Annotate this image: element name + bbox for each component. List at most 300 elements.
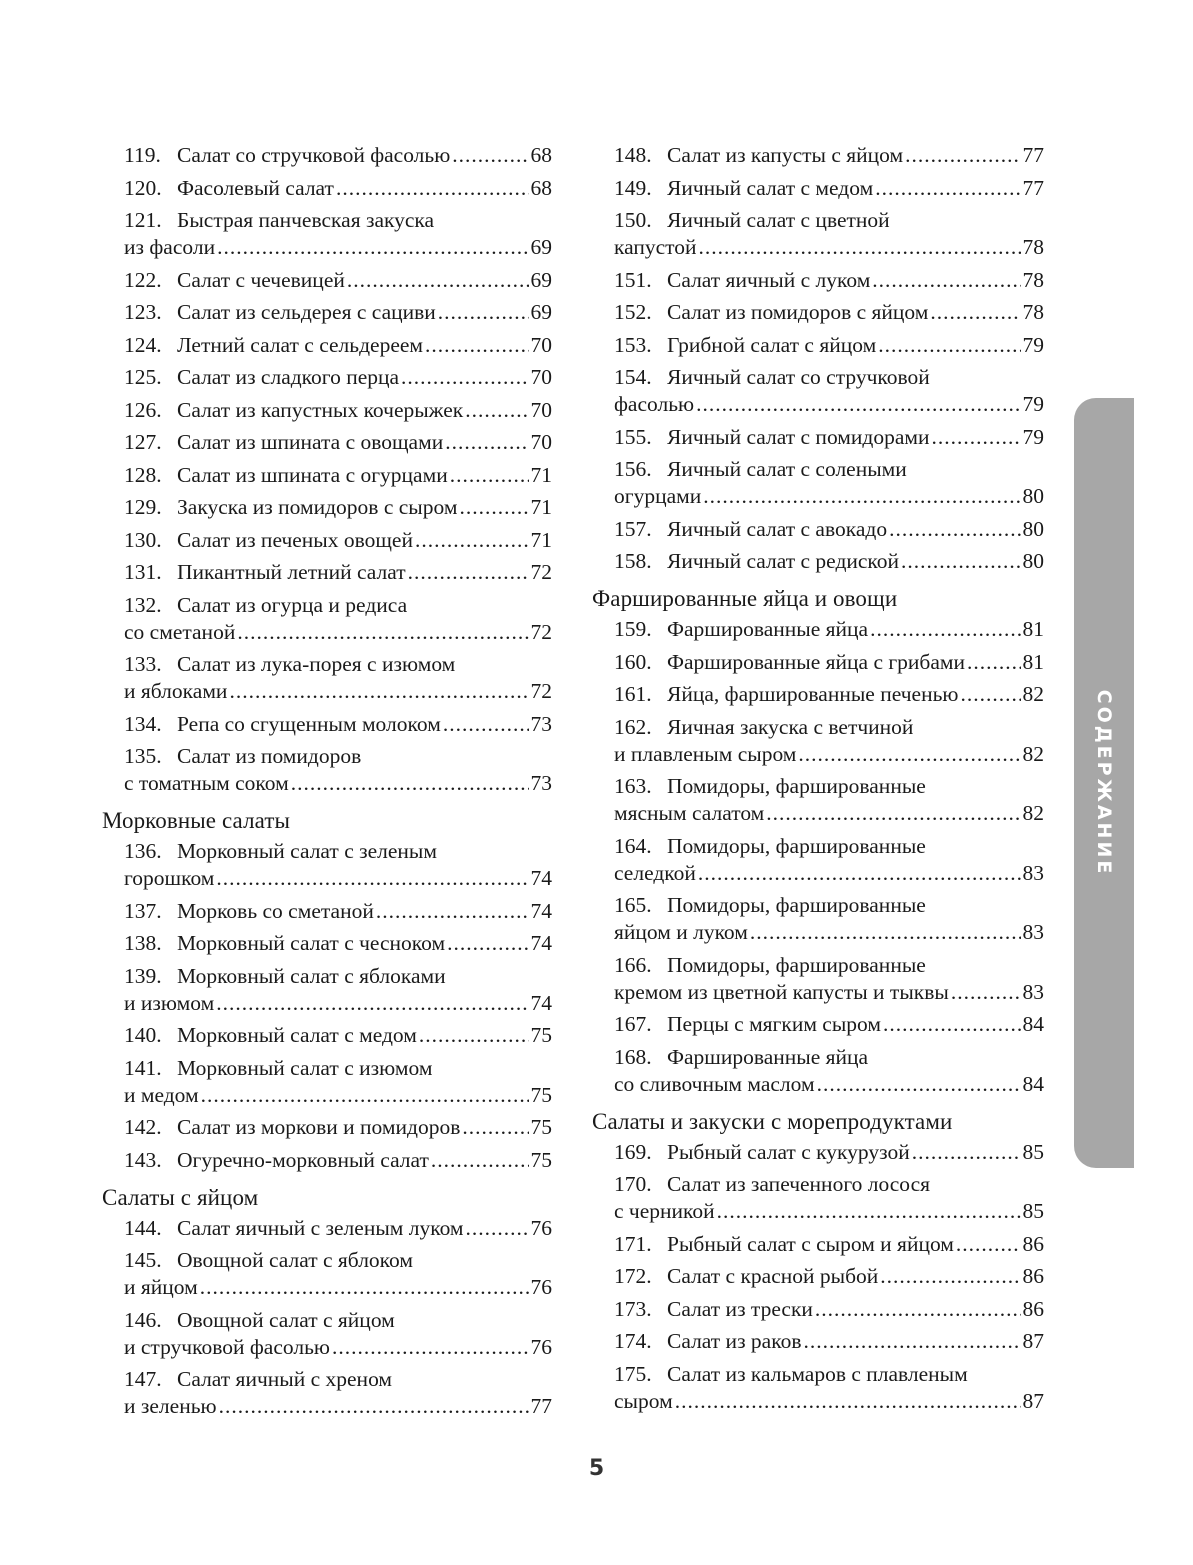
entry-title: Салат из помидоров с яйцом	[667, 300, 929, 324]
entry-text	[124, 839, 437, 863]
entry-text	[614, 834, 926, 858]
entry-line	[614, 892, 1044, 919]
dot-leader	[425, 332, 528, 359]
entry-text	[614, 919, 748, 946]
entry-page-number: 70	[530, 332, 552, 357]
entry-number: 161.	[614, 682, 652, 706]
toc-entry[interactable]	[592, 516, 1044, 543]
toc-entry[interactable]	[102, 207, 552, 261]
entry-last-line	[124, 865, 552, 892]
entry-last-line	[614, 548, 1044, 575]
entry-text	[614, 516, 887, 543]
toc-entry[interactable]	[592, 1328, 1044, 1355]
entry-last-line	[124, 1114, 552, 1141]
dot-leader	[408, 559, 529, 586]
entry-title: со сметаной	[124, 619, 236, 644]
entry-number: 167.	[614, 1012, 652, 1036]
entry-page-number: 75	[530, 1115, 552, 1139]
dot-leader	[889, 516, 1020, 543]
toc-entry[interactable]	[592, 1361, 1044, 1415]
entry-number: 119.	[124, 143, 161, 167]
entry-text	[614, 979, 949, 1006]
dot-leader	[956, 1231, 1021, 1258]
entry-last-line	[124, 990, 552, 1017]
entry-number: 139.	[124, 963, 162, 988]
entry-last-line	[614, 919, 1044, 946]
toc-entry[interactable]	[592, 714, 1044, 768]
toc-entry[interactable]	[592, 142, 1044, 169]
dot-leader	[332, 1334, 529, 1361]
entry-line	[614, 833, 1044, 860]
toc-entry[interactable]	[592, 1231, 1044, 1258]
entry-page-number: 74	[530, 990, 552, 1015]
entry-text	[614, 424, 929, 451]
entry-page-number: 71	[530, 527, 552, 552]
toc-entry[interactable]	[102, 364, 552, 391]
entry-number: 155.	[614, 424, 652, 449]
entry-number: 136.	[124, 839, 162, 863]
entry-title: Салат из сельдерея с сациви	[177, 300, 436, 324]
toc-entry[interactable]	[102, 462, 552, 489]
entry-last-line	[124, 559, 552, 586]
entry-number: 165.	[614, 893, 652, 917]
entry-page-number: 72	[530, 560, 552, 584]
entry-text	[614, 860, 696, 887]
entry-last-line	[124, 1393, 552, 1420]
dot-leader	[466, 1215, 529, 1242]
entry-page-number: 84	[1022, 1071, 1044, 1096]
entry-number: 124.	[124, 332, 162, 357]
entry-number: 159.	[614, 617, 652, 641]
dot-leader	[912, 1139, 1021, 1166]
entry-line	[124, 1055, 552, 1082]
dot-leader	[872, 267, 1020, 294]
dot-leader	[717, 1198, 1021, 1225]
toc-entry[interactable]	[592, 1171, 1044, 1225]
entry-line	[124, 838, 552, 865]
entry-title: Огуречно-морковный салат	[177, 1147, 429, 1172]
entry-text	[124, 1056, 432, 1080]
entry-last-line	[614, 979, 1044, 1006]
entry-text	[614, 299, 928, 326]
entry-number: 172.	[614, 1264, 652, 1288]
entry-line	[124, 963, 552, 990]
dot-leader	[431, 1147, 529, 1174]
entry-text	[614, 1172, 930, 1196]
toc-entry[interactable]	[102, 930, 552, 957]
entry-text	[124, 559, 406, 586]
toc-column-right	[592, 142, 1044, 1420]
entry-title: и яйцом	[124, 1275, 198, 1299]
dot-leader	[817, 1071, 1021, 1098]
entry-page-number: 79	[1022, 332, 1044, 357]
entry-text	[124, 1022, 417, 1049]
entry-text	[124, 1393, 217, 1420]
entry-text	[614, 953, 926, 977]
entry-page-number: 70	[530, 397, 552, 422]
dot-leader	[967, 649, 1020, 676]
entry-page-number: 76	[530, 1275, 552, 1299]
entry-text	[614, 1388, 673, 1415]
entry-page-number: 71	[530, 495, 552, 519]
toc-entry[interactable]	[592, 332, 1044, 359]
entry-last-line	[124, 332, 552, 359]
toc-entry[interactable]	[592, 833, 1044, 887]
entry-page-number: 84	[1022, 1012, 1044, 1036]
entry-title: и изюмом	[124, 990, 215, 1015]
dot-leader	[699, 234, 1021, 261]
entry-text	[124, 1248, 413, 1272]
entry-text	[614, 234, 697, 261]
dot-leader	[217, 234, 528, 261]
entry-text	[124, 234, 215, 261]
entry-last-line	[124, 1215, 552, 1242]
section-side-tab	[1074, 398, 1134, 1168]
dot-leader	[229, 678, 528, 705]
entry-page-number: 82	[1022, 741, 1044, 766]
entry-last-line	[614, 1263, 1044, 1290]
entry-number: 164.	[614, 833, 652, 858]
entry-text	[614, 1231, 954, 1258]
toc-entry[interactable]	[592, 616, 1044, 643]
entry-number: 133.	[124, 652, 162, 676]
toc-entry[interactable]	[102, 711, 552, 738]
dot-leader	[401, 364, 528, 391]
dot-leader	[219, 1393, 529, 1420]
toc-entry[interactable]	[592, 207, 1044, 261]
toc-entry[interactable]	[592, 175, 1044, 202]
entry-text	[614, 741, 796, 768]
toc-entry[interactable]	[102, 527, 552, 554]
toc-entry[interactable]	[102, 1114, 552, 1141]
dot-leader	[237, 619, 528, 646]
dot-leader	[445, 429, 528, 456]
entry-title: Фаршированные яйца	[667, 1044, 869, 1069]
entry-line	[124, 1247, 552, 1274]
entry-page-number: 82	[1022, 801, 1044, 825]
toc-entry[interactable]	[102, 267, 552, 294]
entry-number: 162.	[614, 714, 652, 739]
entry-page-number: 78	[1022, 267, 1044, 292]
entry-title: Помидоры, фаршированные	[667, 952, 926, 977]
entry-number: 170.	[614, 1172, 652, 1196]
entry-page-number: 82	[1022, 682, 1044, 706]
entry-number: 150.	[614, 208, 652, 232]
entry-number: 148.	[614, 143, 652, 167]
entry-number: 169.	[614, 1139, 652, 1164]
toc-entry[interactable]	[592, 681, 1044, 708]
entry-number: 149.	[614, 175, 652, 200]
entry-number: 163.	[614, 774, 652, 798]
entry-title: Морковный салат с зеленым	[177, 839, 437, 863]
entry-title: Фасолевый салат	[177, 175, 334, 200]
entry-title: Яичный салат с медом	[667, 175, 874, 200]
entry-title: и медом	[124, 1082, 199, 1107]
entry-page-number: 86	[1022, 1264, 1044, 1288]
dot-leader	[415, 527, 529, 554]
entry-last-line	[124, 234, 552, 261]
entry-page-number: 83	[1022, 860, 1044, 885]
entry-title: Яичный салат с помидорами	[667, 424, 930, 449]
toc-entry[interactable]	[102, 1215, 552, 1242]
entry-last-line	[614, 616, 1044, 643]
toc-entry[interactable]	[102, 332, 552, 359]
dot-leader	[347, 267, 529, 294]
entry-last-line	[614, 483, 1044, 510]
entry-text	[614, 1328, 801, 1355]
toc-entry[interactable]	[592, 548, 1044, 575]
entry-title: Яичный салат с солеными	[667, 457, 907, 481]
entry-page-number: 79	[1022, 424, 1044, 449]
entry-title: Помидоры, фаршированные	[667, 774, 926, 798]
entry-line	[124, 1366, 552, 1393]
entry-title: Морковный салат с чесноком	[177, 931, 446, 955]
toc-entry[interactable]	[102, 175, 552, 202]
entry-last-line	[124, 1334, 552, 1361]
entry-text	[614, 616, 868, 643]
toc-entry[interactable]	[592, 773, 1044, 827]
entry-last-line	[124, 429, 552, 456]
entry-title: Салат из капусты с яйцом	[667, 143, 904, 167]
entry-page-number: 77	[1022, 175, 1044, 200]
entry-last-line	[614, 1388, 1044, 1415]
page-number: 5	[588, 1456, 605, 1481]
entry-title: Рыбный салат с сыром и яйцом	[667, 1231, 954, 1256]
toc-entry[interactable]	[592, 1296, 1044, 1323]
entry-text	[124, 397, 463, 424]
entry-title: и зеленью	[124, 1394, 217, 1418]
toc-entry[interactable]	[592, 424, 1044, 451]
toc-entry[interactable]	[102, 429, 552, 456]
entry-title: и стручковой фасолью	[124, 1334, 330, 1359]
entry-title: Морковный салат с изюмом	[177, 1055, 433, 1080]
entry-page-number: 76	[530, 1334, 552, 1359]
entry-text	[614, 267, 870, 294]
dot-leader	[703, 483, 1020, 510]
entry-number: 127.	[124, 430, 162, 454]
entry-title: из фасоли	[124, 235, 216, 259]
entry-title: Салат из запеченного лосося	[667, 1172, 930, 1196]
entry-title: Салат из помидоров	[177, 744, 362, 768]
entry-title: Салат яичный с луком	[667, 267, 871, 292]
entry-title: Грибной салат с яйцом	[667, 332, 877, 357]
toc-entry[interactable]	[592, 1011, 1044, 1038]
entry-page-number: 69	[530, 235, 552, 259]
dot-leader	[931, 424, 1020, 451]
section-title: Фаршированные яйца и овощи	[592, 586, 898, 611]
toc-entry[interactable]	[102, 743, 552, 797]
dot-leader	[291, 770, 529, 797]
section-title: Салаты и закуски с морепродуктами	[592, 1108, 953, 1134]
entry-line	[614, 364, 1044, 391]
entry-page-number: 75	[530, 1023, 552, 1047]
entry-text	[124, 364, 399, 391]
entry-number: 174.	[614, 1329, 652, 1353]
entry-text	[124, 964, 446, 988]
toc-entry[interactable]	[102, 898, 552, 925]
entry-text	[614, 1198, 715, 1225]
entry-last-line	[124, 930, 552, 957]
entry-last-line	[124, 175, 552, 202]
toc-entry[interactable]	[592, 456, 1044, 510]
entry-page-number: 75	[530, 1082, 552, 1107]
entry-number: 125.	[124, 365, 162, 389]
entry-number: 153.	[614, 332, 652, 357]
toc-entry[interactable]	[592, 1139, 1044, 1166]
entry-text	[124, 1215, 464, 1242]
entry-text	[614, 715, 913, 739]
entry-page-number: 87	[1022, 1329, 1044, 1353]
entry-last-line	[124, 142, 552, 169]
entry-text	[614, 1362, 968, 1386]
dot-leader	[419, 1022, 529, 1049]
entry-number: 144.	[124, 1215, 162, 1240]
toc-entry[interactable]	[102, 1022, 552, 1049]
entry-title: Овощной салат с яйцом	[177, 1307, 395, 1332]
toc-entry[interactable]	[592, 952, 1044, 1006]
entry-last-line	[614, 1139, 1044, 1166]
entry-page-number: 79	[1022, 392, 1044, 416]
entry-text	[614, 1071, 815, 1098]
entry-page-number: 71	[530, 462, 552, 487]
entry-title: горошком	[124, 866, 215, 890]
toc-entry[interactable]	[102, 299, 552, 326]
entry-number: 138.	[124, 931, 162, 955]
entry-last-line	[614, 741, 1044, 768]
toc-entry[interactable]	[102, 1147, 552, 1174]
entry-title: кремом из цветной капусты и тыквы	[614, 979, 949, 1004]
entry-page-number: 70	[530, 430, 552, 454]
toc-entry[interactable]	[102, 397, 552, 424]
dot-leader	[376, 898, 529, 925]
entry-title: Салат из шпината с овощами	[177, 430, 444, 454]
entry-title: Салат из сладкого перца	[177, 365, 400, 389]
entry-title: Салат со стручковой фасолью	[177, 143, 451, 167]
entry-title: Закуска из помидоров с сыром	[177, 495, 458, 519]
entry-page-number: 83	[1022, 979, 1044, 1004]
toc-entry[interactable]	[592, 892, 1044, 946]
entry-last-line	[614, 860, 1044, 887]
entry-text	[614, 800, 764, 827]
toc-entry[interactable]	[102, 1247, 552, 1301]
entry-number: 175.	[614, 1361, 652, 1386]
toc-entry[interactable]	[592, 1044, 1044, 1098]
dot-leader	[216, 865, 528, 892]
entry-last-line	[124, 267, 552, 294]
entry-line	[614, 456, 1044, 483]
toc-entry[interactable]	[592, 299, 1044, 326]
entry-number: 171.	[614, 1231, 652, 1256]
entry-title: Салат из печеных овощей	[177, 527, 413, 552]
entry-title: Салат из моркови и помидоров	[177, 1115, 461, 1139]
entry-text	[614, 208, 890, 232]
toc-entry[interactable]	[592, 267, 1044, 294]
entry-text	[124, 770, 289, 797]
entry-text	[614, 391, 694, 418]
entry-text	[124, 494, 457, 521]
toc-entry[interactable]	[102, 494, 552, 521]
entry-number: 129.	[124, 495, 162, 519]
entry-title: сыром	[614, 1388, 673, 1413]
entry-last-line	[614, 142, 1044, 169]
entry-last-line	[614, 649, 1044, 676]
entry-number: 146.	[124, 1307, 162, 1332]
entry-last-line	[124, 1274, 552, 1301]
entry-title: Салат из лука-порея с изюмом	[177, 652, 456, 676]
entry-page-number: 74	[530, 866, 552, 890]
entry-text	[614, 175, 873, 202]
entry-line	[614, 207, 1044, 234]
entry-title: и плавленым сыром	[614, 741, 797, 766]
entry-page-number: 69	[530, 300, 552, 324]
entry-last-line	[124, 1022, 552, 1049]
toc-entry[interactable]	[102, 1366, 552, 1420]
entry-title: Летний салат с сельдереем	[177, 332, 424, 357]
toc-entry[interactable]	[592, 364, 1044, 418]
toc-entry[interactable]	[102, 963, 552, 1017]
toc-entry[interactable]	[592, 1263, 1044, 1290]
entry-page-number: 80	[1022, 484, 1044, 508]
entry-text	[614, 893, 926, 917]
entry-title: Яичный салат со стручковой	[667, 365, 930, 389]
entry-text	[614, 483, 701, 510]
entry-last-line	[614, 1071, 1044, 1098]
entry-page-number: 78	[1022, 300, 1044, 324]
dot-leader	[883, 1011, 1021, 1038]
dot-leader	[459, 494, 528, 521]
dot-leader	[766, 800, 1020, 827]
entry-page-number: 75	[530, 1147, 552, 1172]
toc-entry[interactable]	[102, 651, 552, 705]
entry-title: Салат с чечевицей	[177, 267, 345, 292]
entry-last-line	[124, 711, 552, 738]
toc-entry[interactable]	[102, 142, 552, 169]
entry-page-number: 78	[1022, 235, 1044, 259]
entry-last-line	[614, 234, 1044, 261]
entry-number: 120.	[124, 175, 162, 200]
dot-leader	[798, 741, 1020, 768]
dot-leader	[443, 711, 529, 738]
section-title: Салаты с яйцом	[102, 1184, 259, 1210]
toc-entry[interactable]	[102, 1055, 552, 1109]
entry-page-number: 74	[530, 931, 552, 955]
entry-title: огурцами	[614, 484, 702, 508]
entry-last-line	[124, 619, 552, 646]
entry-last-line	[614, 1198, 1044, 1225]
toc-entry[interactable]	[102, 559, 552, 586]
toc-entry[interactable]	[592, 649, 1044, 676]
entry-text	[614, 774, 926, 798]
entry-title: Салат яичный с хреном	[177, 1367, 393, 1391]
entry-line	[614, 714, 1044, 741]
entry-page-number: 69	[530, 267, 552, 292]
entry-page-number: 86	[1022, 1231, 1044, 1256]
entry-page-number: 68	[530, 143, 552, 167]
toc-entry[interactable]	[102, 1307, 552, 1361]
toc-entry[interactable]	[102, 592, 552, 646]
entry-number: 143.	[124, 1147, 162, 1172]
entry-page-number: 83	[1022, 920, 1044, 944]
entry-title: Яичный салат с редиской	[667, 549, 900, 573]
entry-title: и яблоками	[124, 679, 228, 703]
entry-number: 131.	[124, 560, 162, 584]
toc-entry[interactable]	[102, 838, 552, 892]
dot-leader	[452, 142, 528, 169]
entry-last-line	[614, 681, 1044, 708]
dot-leader	[803, 1328, 1020, 1355]
entry-text	[124, 267, 345, 294]
entry-title: со сливочным маслом	[614, 1071, 815, 1096]
